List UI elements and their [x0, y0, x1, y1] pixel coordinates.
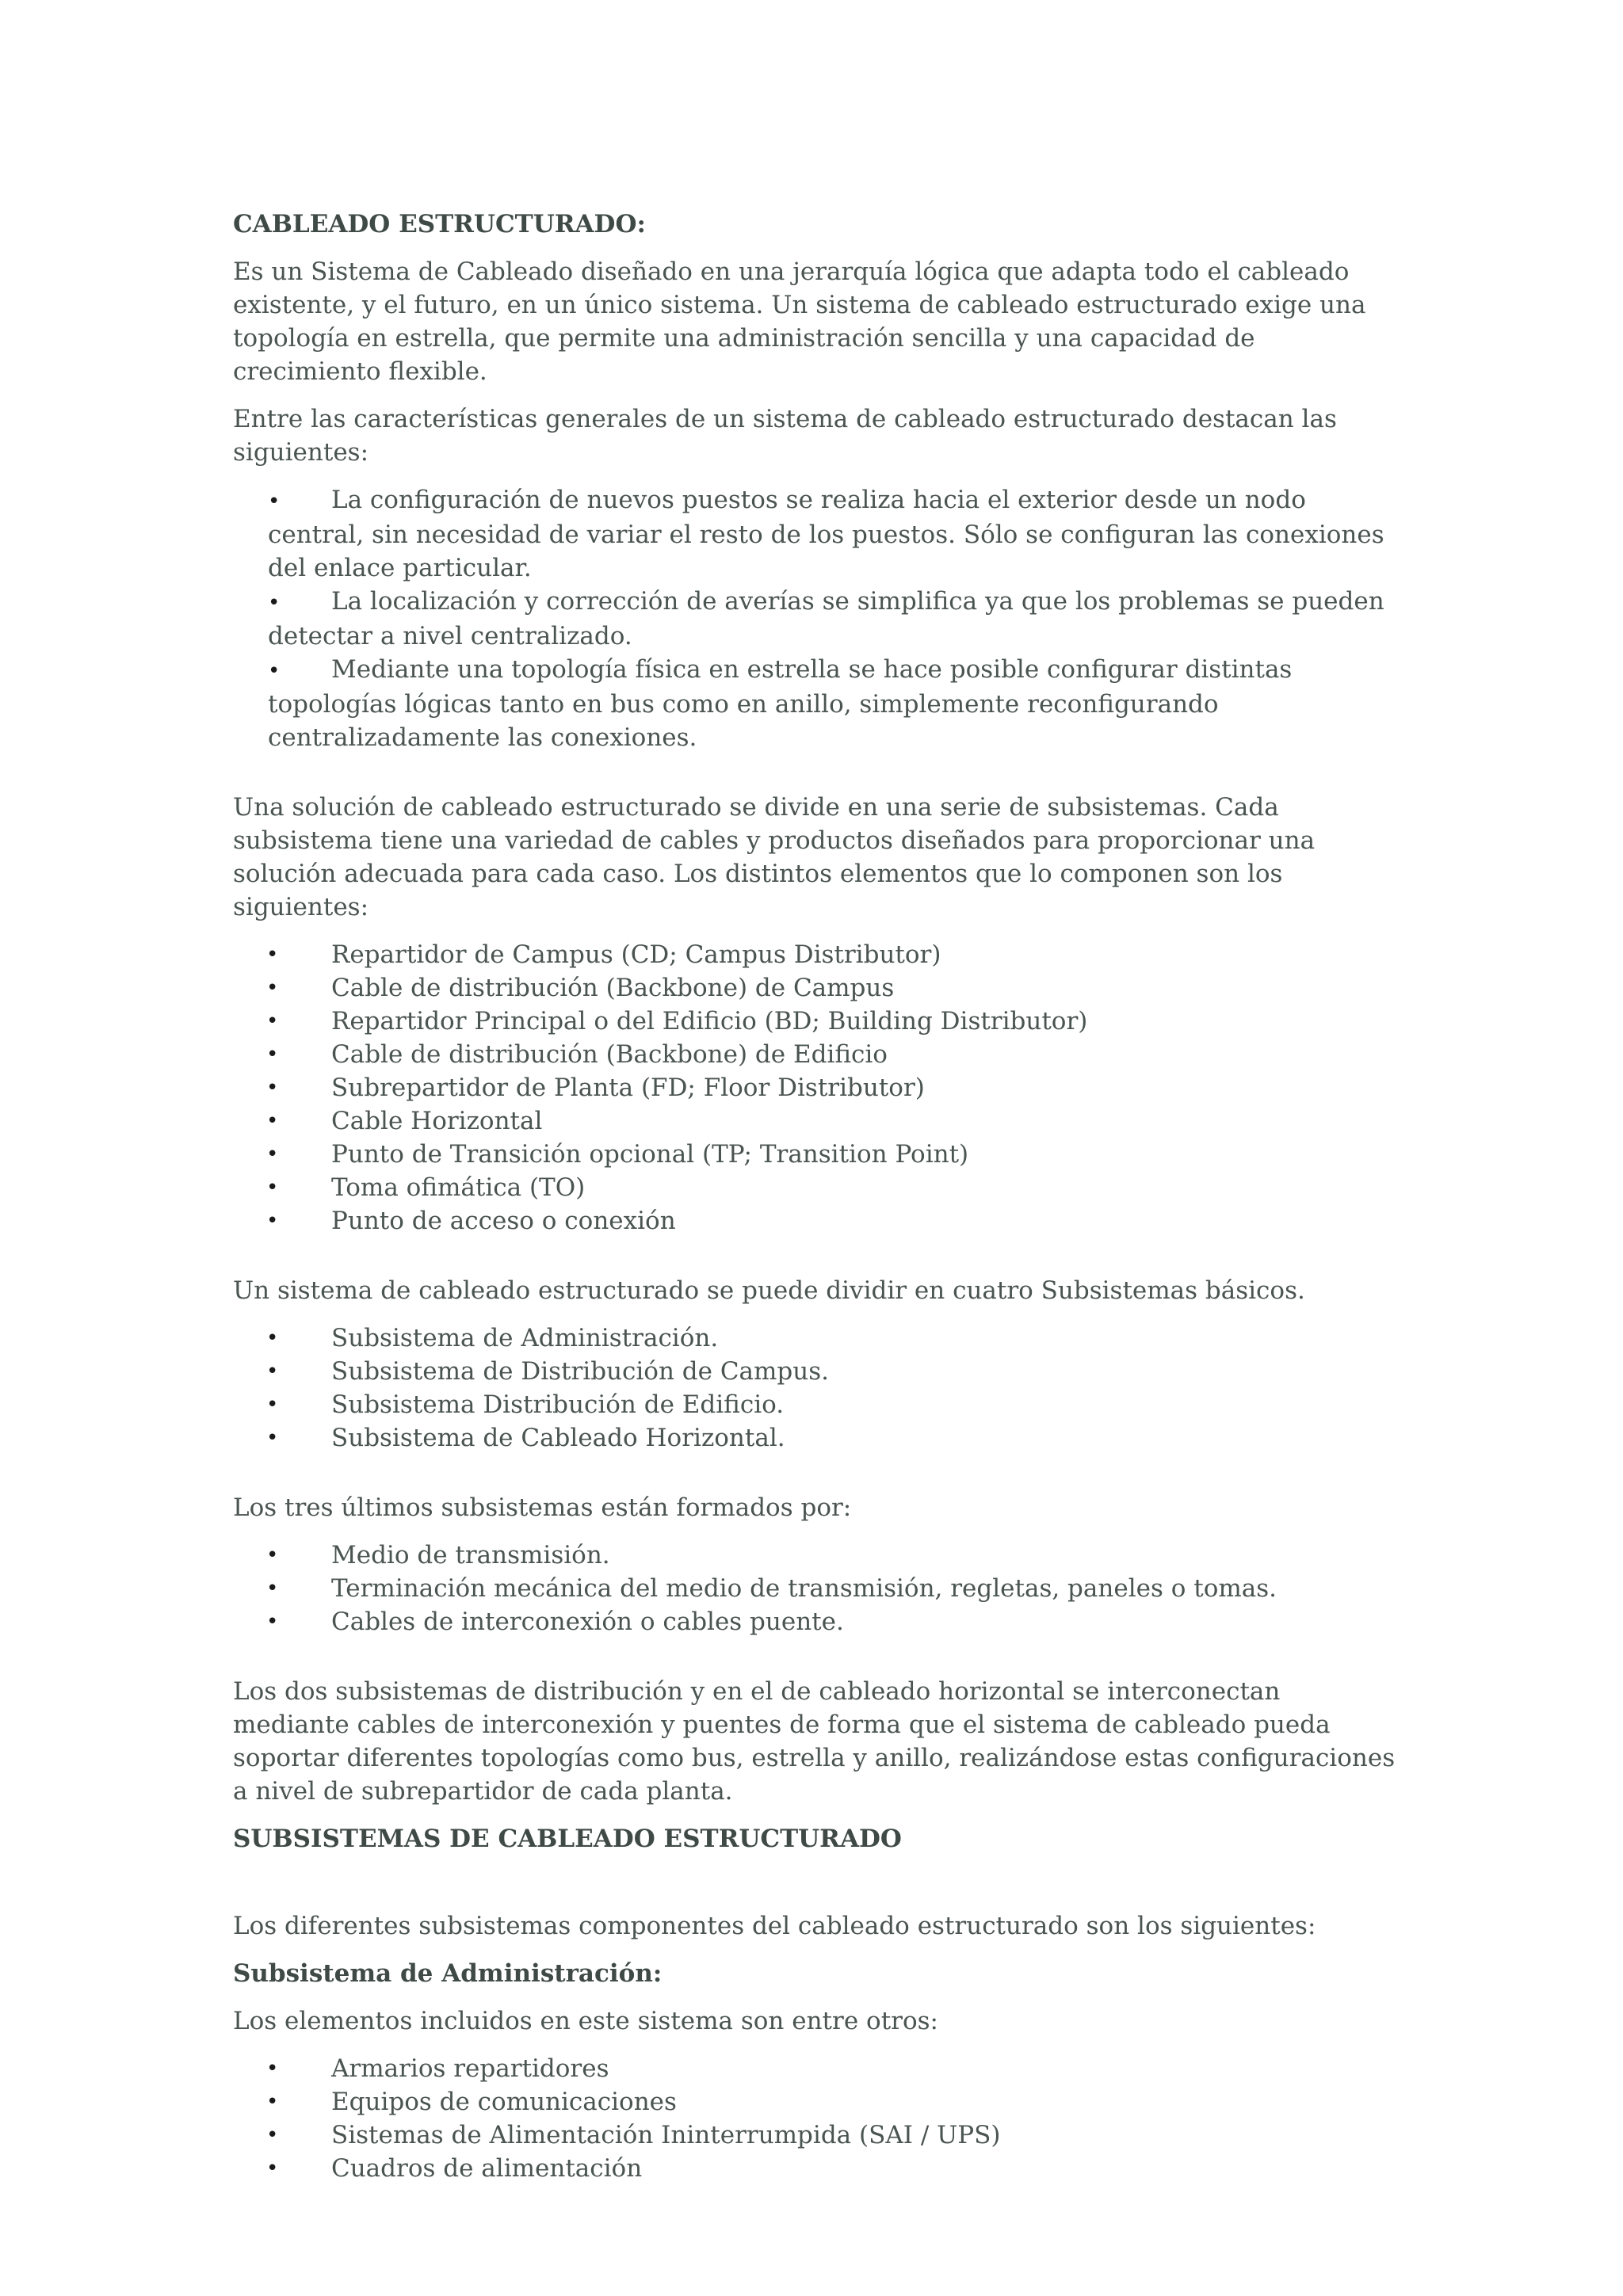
subsystems-intro: Una solución de cableado estructurado se divide en una serie de subsistemas. Cada subsistema tiene una variedad de cables y productos diseñados para proporcionar una solución adecuada para cada caso. Los distintos elementos que lo componen son los siguientes:	[233, 793, 1316, 921]
list-item: • Subsistema de Distribución de Campus.	[233, 1355, 1398, 1388]
bullet-icon: •	[266, 1360, 279, 1383]
three-subsystems-intro: Los tres últimos subsistemas están formados por:	[233, 1493, 852, 1522]
bullet-icon: •	[266, 1577, 279, 1600]
bullet-icon: •	[266, 1043, 279, 1066]
section-title: SUBSISTEMAS DE CABLEADO ESTRUCTURADO	[233, 1825, 902, 1853]
list-item: • Cables de interconexión o cables puente.	[233, 1605, 1398, 1638]
list-item: • Sistemas de Alimentación Ininterrumpida (SAI / UPS)	[233, 2119, 1398, 2152]
list-item: • Punto de Transición opcional (TP; Transition Point)	[233, 1138, 1398, 1171]
list-item: • Cable Horizontal	[233, 1104, 1398, 1138]
admin-intro: Los elementos incluidos en este sistema son entre otros:	[233, 2007, 938, 2035]
bullet-icon: •	[266, 1109, 279, 1133]
bullet-icon: •	[268, 490, 281, 513]
bullet-icon: •	[266, 1543, 279, 1567]
three-items-list	[233, 1539, 1398, 1638]
bullet-icon: •	[266, 1076, 279, 1100]
list-item: • La localización y corrección de averías se simplifica ya que los problemas se pueden detectar a nivel centralizado.	[268, 587, 1384, 650]
characteristics-intro: Entre las características generales de un sistema de cableado estructurado destacan las siguientes:	[233, 405, 1337, 467]
bullet-icon: •	[266, 1426, 279, 1450]
list-item: • Repartidor Principal o del Edificio (BD; Building Distributor)	[233, 1005, 1398, 1038]
components-intro: Los diferentes subsistemas componentes del cableado estructurado son los siguientes:	[233, 1912, 1316, 1940]
bullet-icon: •	[266, 1009, 279, 1033]
list-item: • Punto de acceso o conexión	[233, 1204, 1398, 1238]
interconnect-paragraph: Los dos subsistemas de distribución y en el de cableado horizontal se interconectan mediante cables de interconexión y puentes de forma que el sistema de cableado pueda soportar diferentes topologías como bus, estrella y anillo, realizándose estas configuraciones a nivel de subrepartidor de cada planta.	[233, 1677, 1396, 1806]
admin-items-list	[233, 2052, 1398, 2185]
intro-paragraph: Es un Sistema de Cableado diseñado en una jerarquía lógica que adapta todo el cableado existente, y el futuro, en un único sistema. Un sistema de cableado estructurado exige una topología en estrella, que permite una administración sencilla y una capacidad de crecimiento flexible.	[233, 257, 1366, 386]
list-item: • Subsistema de Cableado Horizontal.	[233, 1421, 1398, 1455]
list-item: • Cable de distribución (Backbone) de Edificio	[233, 1038, 1398, 1071]
list-item: • Subsistema de Administración.	[233, 1322, 1398, 1355]
bullet-icon: •	[266, 1326, 279, 1350]
list-item: • Toma ofimática (TO)	[233, 1171, 1398, 1204]
four-subsystems-intro: Un sistema de cableado estructurado se puede dividir en cuatro Subsistemas básicos.	[233, 1276, 1305, 1305]
section-spacer	[233, 1870, 1398, 1909]
list-item: • Mediante una topología física en estrella se hace posible configurar distintas topologías lógicas tanto en bus como en anillo, simplemente reconfigurando centralizadamente las conexiones.	[268, 655, 1293, 752]
bullet-icon: •	[266, 2157, 279, 2180]
list-item: • Equipos de comunicaciones	[233, 2085, 1398, 2119]
elements-list	[233, 938, 1398, 1238]
list-item: • Cable de distribución (Backbone) de Campus	[233, 971, 1398, 1005]
document-title: CABLEADO ESTRUCTURADO:	[233, 210, 646, 238]
bullet-icon: •	[266, 2123, 279, 2147]
bullet-icon: •	[266, 1393, 279, 1417]
bullet-icon: •	[266, 943, 279, 967]
list-item: • Cuadros de alimentación	[233, 2152, 1398, 2185]
admin-subsystem-title: Subsistema de Administración:	[233, 1959, 663, 1988]
document-page	[233, 208, 1398, 2199]
list-item: • Medio de transmisión.	[233, 1539, 1398, 1572]
bullet-icon: •	[266, 976, 279, 1000]
bullet-icon: •	[266, 1142, 279, 1166]
bullet-icon: •	[266, 1610, 279, 1634]
bullet-icon: •	[266, 2057, 279, 2081]
bullet-icon: •	[268, 591, 281, 615]
bullet-icon: •	[266, 1209, 279, 1233]
bullet-icon: •	[266, 2090, 279, 2114]
list-item: • La configuración de nuevos puestos se realiza hacia el exterior desde un nodo central, sin necesidad de variar el resto de los puestos. Sólo se configuran las conexiones del enlace particular.	[268, 486, 1384, 582]
list-item: • Terminación mecánica del medio de transmisión, regletas, paneles o tomas.	[233, 1572, 1398, 1605]
bullet-icon: •	[266, 1176, 279, 1199]
four-subsystems-list	[233, 1322, 1398, 1455]
list-item: • Repartidor de Campus (CD; Campus Distributor)	[233, 938, 1398, 971]
list-item: • Subsistema Distribución de Edificio.	[233, 1388, 1398, 1421]
bullet-icon: •	[268, 659, 281, 683]
list-item: • Subrepartidor de Planta (FD; Floor Distributor)	[233, 1071, 1398, 1104]
list-item: • Armarios repartidores	[233, 2052, 1398, 2085]
characteristics-list	[233, 483, 1398, 754]
